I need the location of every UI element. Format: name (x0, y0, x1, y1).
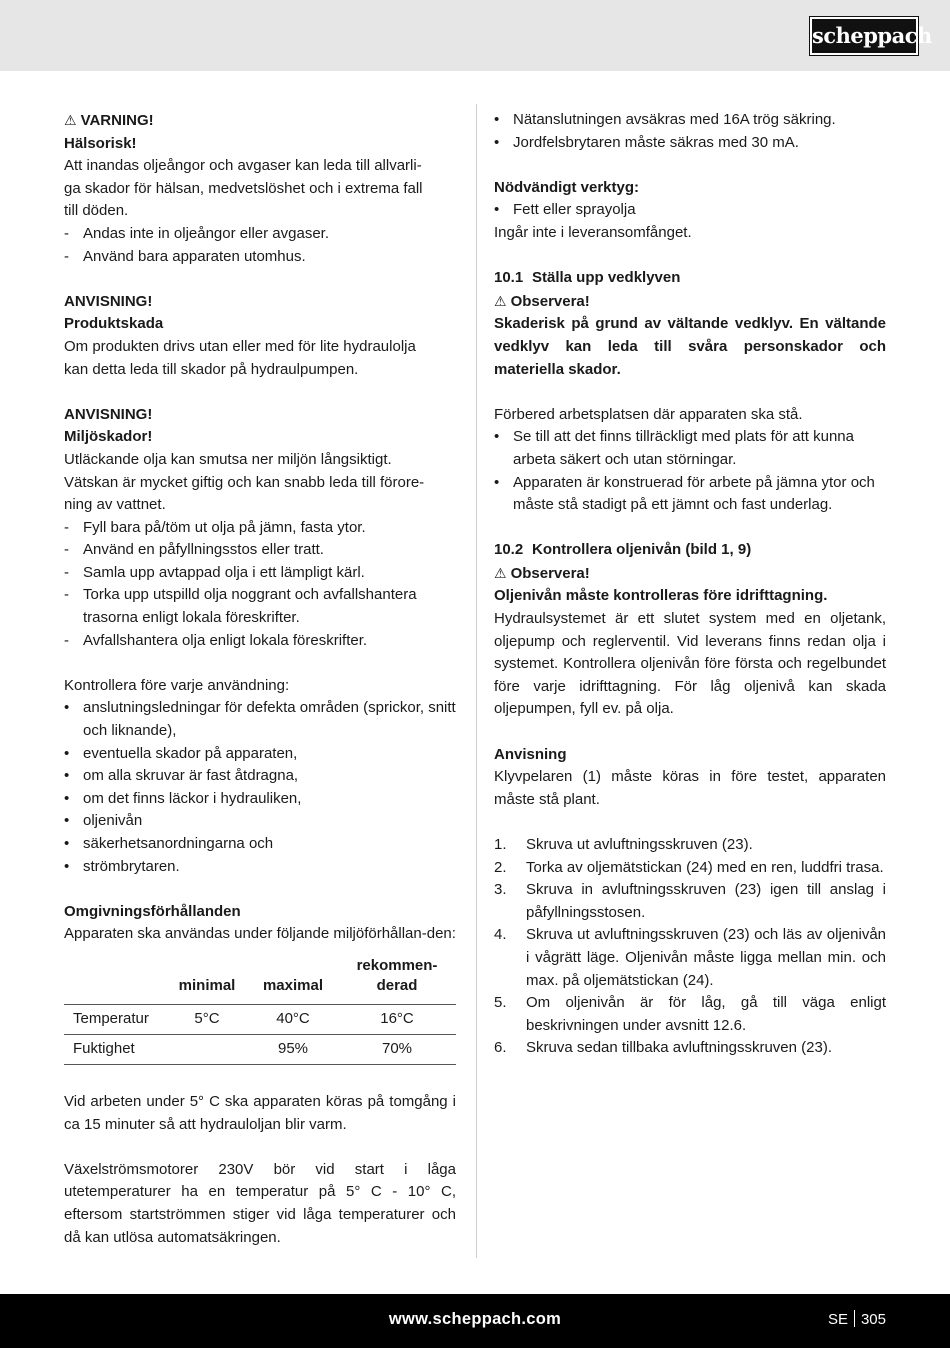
notice-subtitle: Miljöskador! (64, 428, 153, 446)
note-body: Klyvpelaren (1) måste köras in före testet, apparaten måste stå plant. (494, 768, 886, 808)
env-table (64, 952, 456, 1065)
section-heading: 10.2 Kontrollera oljenivån (bild 1, 9) (494, 541, 752, 559)
warning-line: Att inandas oljeångor och avgaser kan leda till allvarli- (64, 157, 422, 175)
ac-motor-paragraph: Växelströmsmotorer 230V bör vid start i låga utetemperaturer ha en temperatur på 5° C - 10° C, eftersom startströmmen stiger vid låga temperaturer och då kan utlösa automatsäkringen. (64, 1160, 456, 1246)
table-cell: 70% (381, 1040, 413, 1058)
bullet-item: • Apparaten är konstruerad för arbete på jämna ytor och måste stå stadigt på ett jämnt och fast underlag. (494, 472, 886, 517)
step-item: 6. Skruva sedan tillbaka avluftningsskruven (23). (494, 1039, 832, 1057)
warning-triangle-icon: ⚠ (494, 292, 507, 309)
warning-triangle-icon: ⚠ (64, 112, 77, 128)
note-heading: Anvisning (494, 745, 567, 763)
section-heading: 10.1 Ställa upp vedklyven (494, 269, 681, 287)
caution-text: Skaderisk på grund av vältande vedklyv. En vältande vedklyv kan leda till svåra personskador och materiella skador. (494, 315, 886, 378)
env-table-header (64, 952, 456, 1005)
warning-health (64, 109, 456, 268)
step-item: 5. Om oljenivån är för låg, gå till väga enligt beskrivningen under avsnitt 12.6. (494, 994, 886, 1034)
bullet-item: • Se till att det finns tillräckligt med plats för att kunna arbeta säkert och utan störningar. (494, 426, 886, 471)
warning-subtitle: Hälsorisk! (64, 134, 137, 152)
header-bar (0, 0, 950, 71)
page-number: SE 305 (827, 1311, 886, 1328)
env-col-header (64, 952, 166, 1005)
warning-line: ga skador för hälsan, medvetslöshet och i extrema fall (64, 179, 423, 197)
bullet-item: • Nätanslutningen avsäkras med 16A trög säkring. (494, 109, 886, 132)
section-intro: Förbered arbetsplatsen där apparaten ska stå. (494, 405, 803, 423)
section-10-1 (494, 267, 886, 517)
notice-line: ning av vattnet. (64, 496, 166, 514)
required-tools (494, 177, 886, 245)
bullet-item: • strömbrytaren. (64, 856, 456, 879)
env-col-header: maximal (262, 976, 324, 994)
bullet-item: • om det finns läckor i hydrauliken, (64, 788, 456, 811)
warning-title: ⚠ VARNING! (64, 109, 456, 133)
notice-subtitle: Produktskada (64, 315, 164, 333)
caution-label: ⚠ Observera! (494, 290, 886, 314)
right-column (494, 109, 886, 1060)
pre-use-checks (64, 675, 456, 878)
warning-triangle-icon: ⚠ (494, 564, 507, 581)
env-heading: Omgivningsförhållanden (64, 902, 241, 920)
bullet-item: • om alla skruvar är fast åtdragna, (64, 765, 456, 788)
checks-intro: Kontrollera före varje användning: (64, 676, 290, 694)
column-divider (476, 104, 477, 1258)
section-body: Hydraulsystemet är ett slutet system med en oljetank, oljepump och reglerventil. Vid leverans finns redan olja i systemet. Kontrollera oljenivån före första och regelbundet före varje idrifttagning. För låg oljenivå kan skada oljepumpen, fyll ev. på olja. (494, 610, 886, 718)
table-row (64, 1004, 456, 1034)
bullet-item: • oljenivån (64, 810, 456, 833)
table-cell: 95% (277, 1040, 309, 1058)
notice-line: Vätskan är mycket giftig och kan snabb leda till förore- (64, 473, 425, 491)
env-col-header: rekommen- derad (356, 956, 438, 994)
notice-line: kan detta leda till skador på hydraulpumpen. (64, 360, 359, 378)
caution-text: Oljenivån måste kontrolleras före idrifttagning. (494, 587, 828, 605)
bullet-item: • Jordfelsbrytaren måste säkras med 30 mA. (494, 132, 886, 155)
brand-logo: scheppach (810, 17, 918, 55)
step-item: 1. Skruva ut avluftningsskruven (23). (494, 836, 753, 853)
table-row (64, 1034, 456, 1064)
bullet-item: • anslutningsledningar för defekta områden (sprickor, snitt och liknande), (64, 697, 456, 742)
environment-conditions (64, 901, 456, 1065)
dash-item: - Använd bara apparaten utomhus. (64, 246, 456, 269)
dash-item: - Avfallshantera olja enligt lokala föreskrifter. (64, 630, 456, 653)
step-item: 3. Skruva in avluftningsskruven (23) igen till anslag i påfyllningsstosen. (494, 881, 886, 921)
notice-environment (64, 404, 456, 653)
tools-note: Ingår inte i leveransomfånget. (494, 223, 692, 241)
step-item: 2. Torka av oljemätstickan (24) med en ren, luddfri trasa. (494, 858, 884, 876)
env-col-header: minimal (178, 976, 236, 994)
notice-title: ANVISNING! (64, 405, 153, 423)
notice-line: Utläckande olja kan smutsa ner miljön långsiktigt. (64, 450, 392, 468)
notice-title: ANVISNING! (64, 292, 153, 310)
dash-item: - Andas inte in oljeångor eller avgaser. (64, 223, 456, 246)
bullet-item: • eventuella skador på apparaten, (64, 743, 456, 766)
section-10-2 (494, 539, 886, 1060)
left-column (64, 109, 456, 1249)
bullet-item: • Fett eller sprayolja (494, 199, 886, 222)
table-cell: 40°C (276, 1010, 310, 1028)
table-cell: Fuktighet (73, 1040, 135, 1058)
table-cell: Temperatur (73, 1010, 149, 1028)
dash-item: - Fyll bara på/töm ut olja på jämn, fasta ytor. (64, 517, 456, 540)
warning-line: till döden. (64, 202, 129, 220)
step-item: 4. Skruva ut avluftningsskruven (23) och läs av oljenivån i vågrätt läge. Oljenivån måste ligga mellan min. och max. på oljemätstickan (24). (494, 926, 886, 989)
notice-line: Om produkten drivs utan eller med för lite hydraulolja (64, 337, 416, 355)
table-cell (166, 1034, 248, 1064)
table-cell: 16°C (380, 1010, 414, 1028)
dash-item: - Torka upp utspilld olja noggrant och avfallshantera trasorna enligt lokala föreskrifter. (64, 584, 456, 629)
bullet-item: • säkerhetsanordningarna och (64, 833, 456, 856)
idle-warmup-paragraph: Vid arbeten under 5° C ska apparaten köras på tomgång i ca 15 minuter så att hydrauloljan blir varm. (64, 1092, 456, 1133)
footer-url: www.scheppach.com (388, 1310, 562, 1328)
tools-heading: Nödvändigt verktyg: (494, 178, 640, 196)
footer-bar (0, 1294, 950, 1348)
caution-label: ⚠ Observera! (494, 562, 886, 586)
env-intro: Apparaten ska användas under följande miljöförhållan-den: (64, 925, 456, 943)
notice-product-damage (64, 291, 456, 381)
table-cell: 5°C (194, 1010, 220, 1028)
dash-item: - Samla upp avtappad olja i ett lämpligt kärl. (64, 562, 456, 585)
dash-item: - Använd en påfyllningsstos eller tratt. (64, 539, 456, 562)
